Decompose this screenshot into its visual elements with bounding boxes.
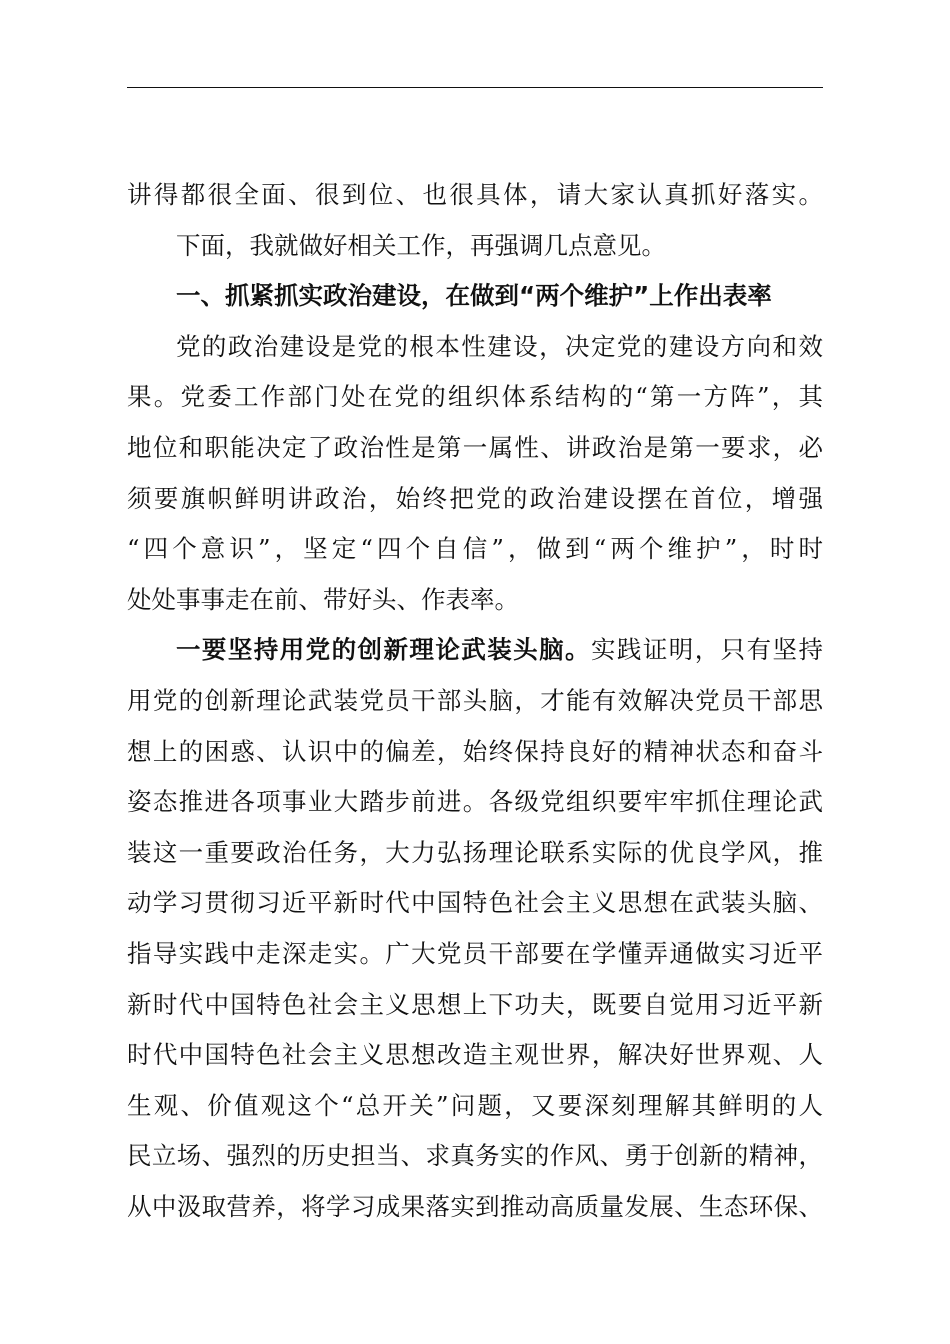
paragraph-line: 生观、价值观这个“总开关”问题，又要深刻理解其鲜明的人 xyxy=(127,1090,823,1120)
document-body xyxy=(127,170,823,1232)
paragraph-line: 姿态推进各项事业大踏步前进。各级党组织要牢牢抓住理论武 xyxy=(127,787,823,817)
paragraph-line: 处处事事走在前、带好头、作表率。 xyxy=(127,584,519,614)
paragraph-line: 指导实践中走深走实。广大党员干部要在学懂弄通做实习近平 xyxy=(127,938,823,968)
paragraph-line: 用党的创新理论武装党员干部头脑，才能有效解决党员干部思 xyxy=(127,685,823,715)
paragraph-line: 地位和职能决定了政治性是第一属性、讲政治是第一要求，必 xyxy=(127,432,823,462)
paragraph-line: 果。党委工作部门处在党的组织体系结构的“第一方阵”，其 xyxy=(127,382,823,412)
paragraph-line: 时代中国特色社会主义思想改造主观世界，解决好世界观、人 xyxy=(127,1040,823,1070)
paragraph-line: 从中汲取营养，将学习成果落实到推动高质量发展、生态环保、 xyxy=(127,1191,823,1221)
paragraph-line: “四个意识”，坚定“四个自信”，做到“两个维护”，时时 xyxy=(127,534,823,564)
paragraph-line: 动学习贯彻习近平新时代中国特色社会主义思想在武装头脑、 xyxy=(127,888,823,918)
header-rule xyxy=(127,87,823,88)
paragraph-line: 民立场、强烈的历史担当、求真务实的作风、勇于创新的精神， xyxy=(127,1141,823,1171)
point-first-rest: 实践证明，只有坚持 xyxy=(591,635,823,665)
intro-line: 下面，我就做好相关工作，再强调几点意见。 xyxy=(176,230,666,260)
paragraph-line: 党的政治建设是党的根本性建设，决定党的建设方向和效 xyxy=(176,331,823,361)
paragraph-line: 装这一重要政治任务，大力弘扬理论联系实际的优良学风，推 xyxy=(127,837,823,867)
paragraph-line: 新时代中国特色社会主义思想上下功夫，既要自觉用习近平新 xyxy=(127,989,823,1019)
intro-line: 讲得都很全面、很到位、也很具体，请大家认真抓好落实。 xyxy=(127,180,823,209)
point-lead: 一要坚持用党的创新理论武装头脑。 xyxy=(176,635,591,665)
paragraph-line: 想上的困惑、认识中的偏差，始终保持良好的精神状态和奋斗 xyxy=(127,736,823,766)
paragraph-line: 须要旗帜鲜明讲政治，始终把党的政治建设摆在首位，增强 xyxy=(127,483,823,513)
point-first-line xyxy=(127,625,823,676)
section-heading: 一、抓紧抓实政治建设，在做到“两个维护”上作出表率 xyxy=(176,281,772,311)
